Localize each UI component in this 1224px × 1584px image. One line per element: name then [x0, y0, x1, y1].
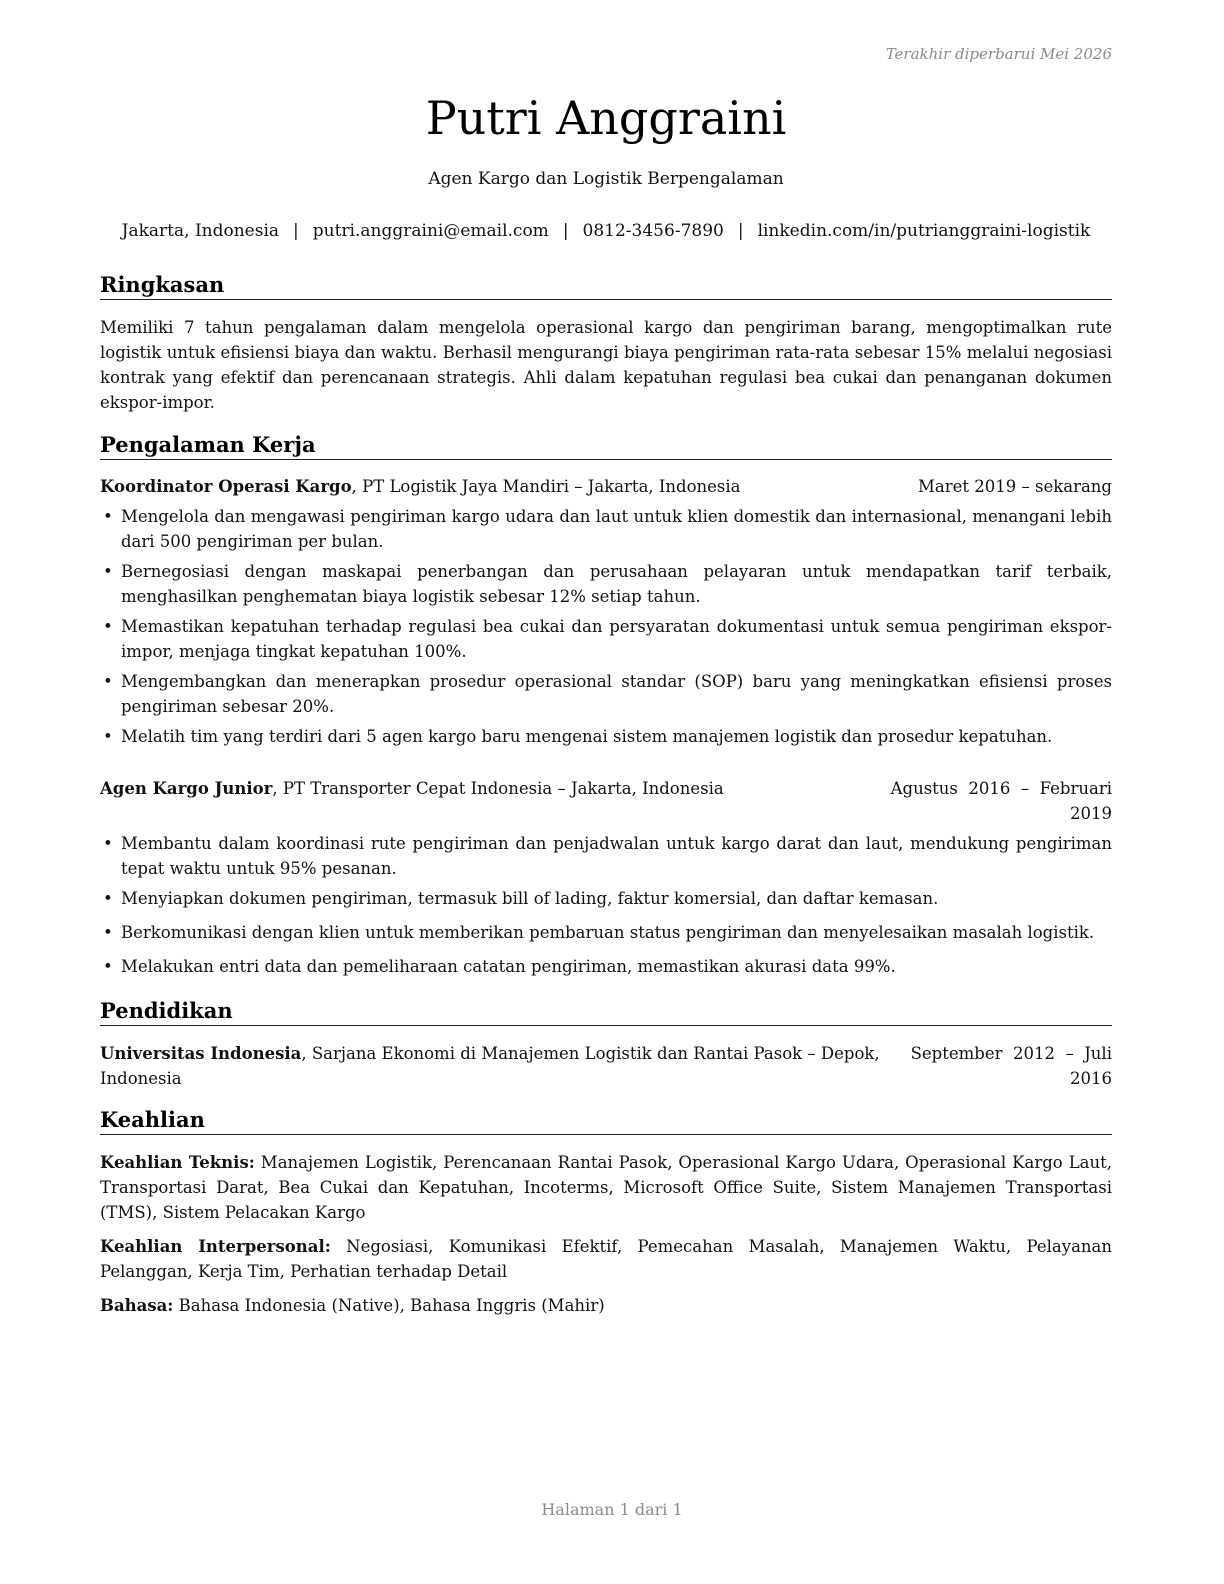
skills-interpersonal-label: Keahlian Interpersonal:: [100, 1237, 331, 1256]
job-bullets: [100, 504, 1112, 749]
job-header: [100, 474, 1112, 499]
skills-technical: Keahlian Teknis: Manajemen Logistik, Perencanaan Rantai Pasok, Operasional Kargo Udara, Operasional Kargo Laut, Transportasi Darat, Bea Cukai dan Kepatuhan, Incoterms, Microsoft Office Suite, Sistem Manajemen Transportasi (TMS), Sistem Pelacakan Kargo: [100, 1153, 1112, 1222]
list-item: • Memastikan kepatuhan terhadap regulasi bea cukai dan persyaratan dokumentasi untuk semua pengiriman ekspor-impor, menjaga tingkat kepatuhan 100%.: [100, 614, 1112, 664]
skills-interpersonal: Keahlian Interpersonal: Negosiasi, Komunikasi Efektif, Pemecahan Masalah, Manajemen Waktu, Pelayanan Pelanggan, Kerja Tim, Perhatian terhadap Detail: [100, 1237, 1112, 1281]
contact-location: Jakarta, Indonesia: [121, 221, 280, 241]
job-bullets: [100, 831, 1112, 979]
section-title-experience: Pengalaman Kerja: [100, 431, 1112, 460]
resume-page: [100, 0, 1112, 1584]
job-title: Agen Kargo Junior: [100, 779, 273, 798]
job-dates: Agustus 2016 – Februari 2019: [890, 779, 1112, 823]
contact-phone: 0812-3456-7890: [582, 221, 724, 241]
list-item: • Melatih tim yang terdiri dari 5 agen kargo baru mengenai sistem manajemen logistik dan prosedur kepatuhan.: [100, 724, 1112, 749]
section-title-skills: Keahlian: [100, 1106, 1112, 1135]
contact-separator: |: [737, 221, 744, 241]
job-header: [100, 776, 1112, 826]
contact-line: [100, 219, 1112, 243]
page-number: Halaman 1 dari 1: [541, 1500, 683, 1519]
contact-separator: |: [562, 221, 569, 241]
summary-text: Memiliki 7 tahun pengalaman dalam mengelola operasional kargo dan pengiriman barang, mengoptimalkan rute logistik untuk efisiensi biaya dan waktu. Berhasil mengurangi biaya pengiriman rata-rata sebesar 15% melalui negosiasi kontrak yang efektif dan perencanaan strategis. Ahli dalam kepatuhan regulasi bea cukai dan penanganan dokumen ekspor-impor.: [100, 318, 1112, 412]
contact-separator: |: [293, 221, 299, 241]
section-title-education: Pendidikan: [100, 997, 1112, 1026]
bullet-icon: •: [103, 562, 113, 581]
candidate-name: Putri Anggraini: [425, 91, 787, 145]
education-dates: September 2012 – Juli 2016: [910, 1044, 1112, 1088]
bullet-icon: •: [103, 507, 113, 526]
job-company: , PT Logistik Jaya Mandiri – Jakarta, Indonesia: [351, 477, 741, 496]
bullet-icon: •: [103, 957, 113, 976]
degree: , Sarjana Ekonomi di Manajemen Logistik dan Rantai Pasok – Depok,: [301, 1044, 880, 1063]
degree-location: Indonesia: [100, 1069, 182, 1088]
list-item: • Berkomunikasi dengan klien untuk memberikan pembaruan status pengiriman dan menyelesaikan masalah logistik.: [100, 920, 1112, 945]
school-name: Universitas Indonesia: [100, 1044, 302, 1063]
skills-language-label: Bahasa:: [100, 1296, 174, 1315]
section-title-summary: Ringkasan: [100, 271, 1112, 300]
list-item: • Melakukan entri data dan pemeliharaan catatan pengiriman, memastikan akurasi data 99%.: [100, 954, 1112, 979]
last-updated: Terakhir diperbarui Mei 2026: [885, 45, 1112, 63]
skills-language: Bahasa: Bahasa Indonesia (Native), Bahasa Inggris (Mahir): [100, 1296, 605, 1315]
candidate-headline: Agen Kargo dan Logistik Berpengalaman: [428, 169, 784, 189]
bullet-icon: •: [103, 672, 113, 691]
education-entry: [100, 1041, 1112, 1091]
bullet-icon: •: [103, 834, 113, 853]
bullet-icon: •: [103, 923, 113, 942]
list-item: • Mengembangkan dan menerapkan prosedur operasional standar (SOP) baru yang meningkatkan efisiensi proses pengiriman sebesar 20%.: [100, 669, 1112, 719]
list-item: • Membantu dalam koordinasi rute pengiriman dan penjadwalan untuk kargo darat dan laut, mendukung pengiriman tepat waktu untuk 95% pesanan.: [100, 831, 1112, 881]
job-title: Koordinator Operasi Kargo: [100, 477, 352, 496]
bullet-icon: •: [103, 889, 113, 908]
list-item: • Mengelola dan mengawasi pengiriman kargo udara dan laut untuk klien domestik dan internasional, menangani lebih dari 500 pengiriman per bulan.: [100, 504, 1112, 554]
job-dates: Maret 2019 – sekarang: [918, 477, 1112, 496]
contact-linkedin[interactable]: linkedin.com/in/putrianggraini-logistik: [757, 221, 1091, 241]
bullet-icon: •: [103, 727, 113, 746]
contact-email[interactable]: putri.anggraini@email.com: [312, 221, 549, 241]
list-item: • Menyiapkan dokumen pengiriman, termasuk bill of lading, faktur komersial, dan daftar kemasan.: [100, 886, 1112, 911]
list-item: • Bernegosiasi dengan maskapai penerbangan dan perusahaan pelayaran untuk mendapatkan tarif terbaik, menghasilkan penghematan biaya logistik sebesar 12% setiap tahun.: [100, 559, 1112, 609]
skills-technical-label: Keahlian Teknis:: [100, 1153, 255, 1172]
bullet-icon: •: [103, 617, 113, 636]
job-company: , PT Transporter Cepat Indonesia – Jakarta, Indonesia: [272, 779, 724, 798]
